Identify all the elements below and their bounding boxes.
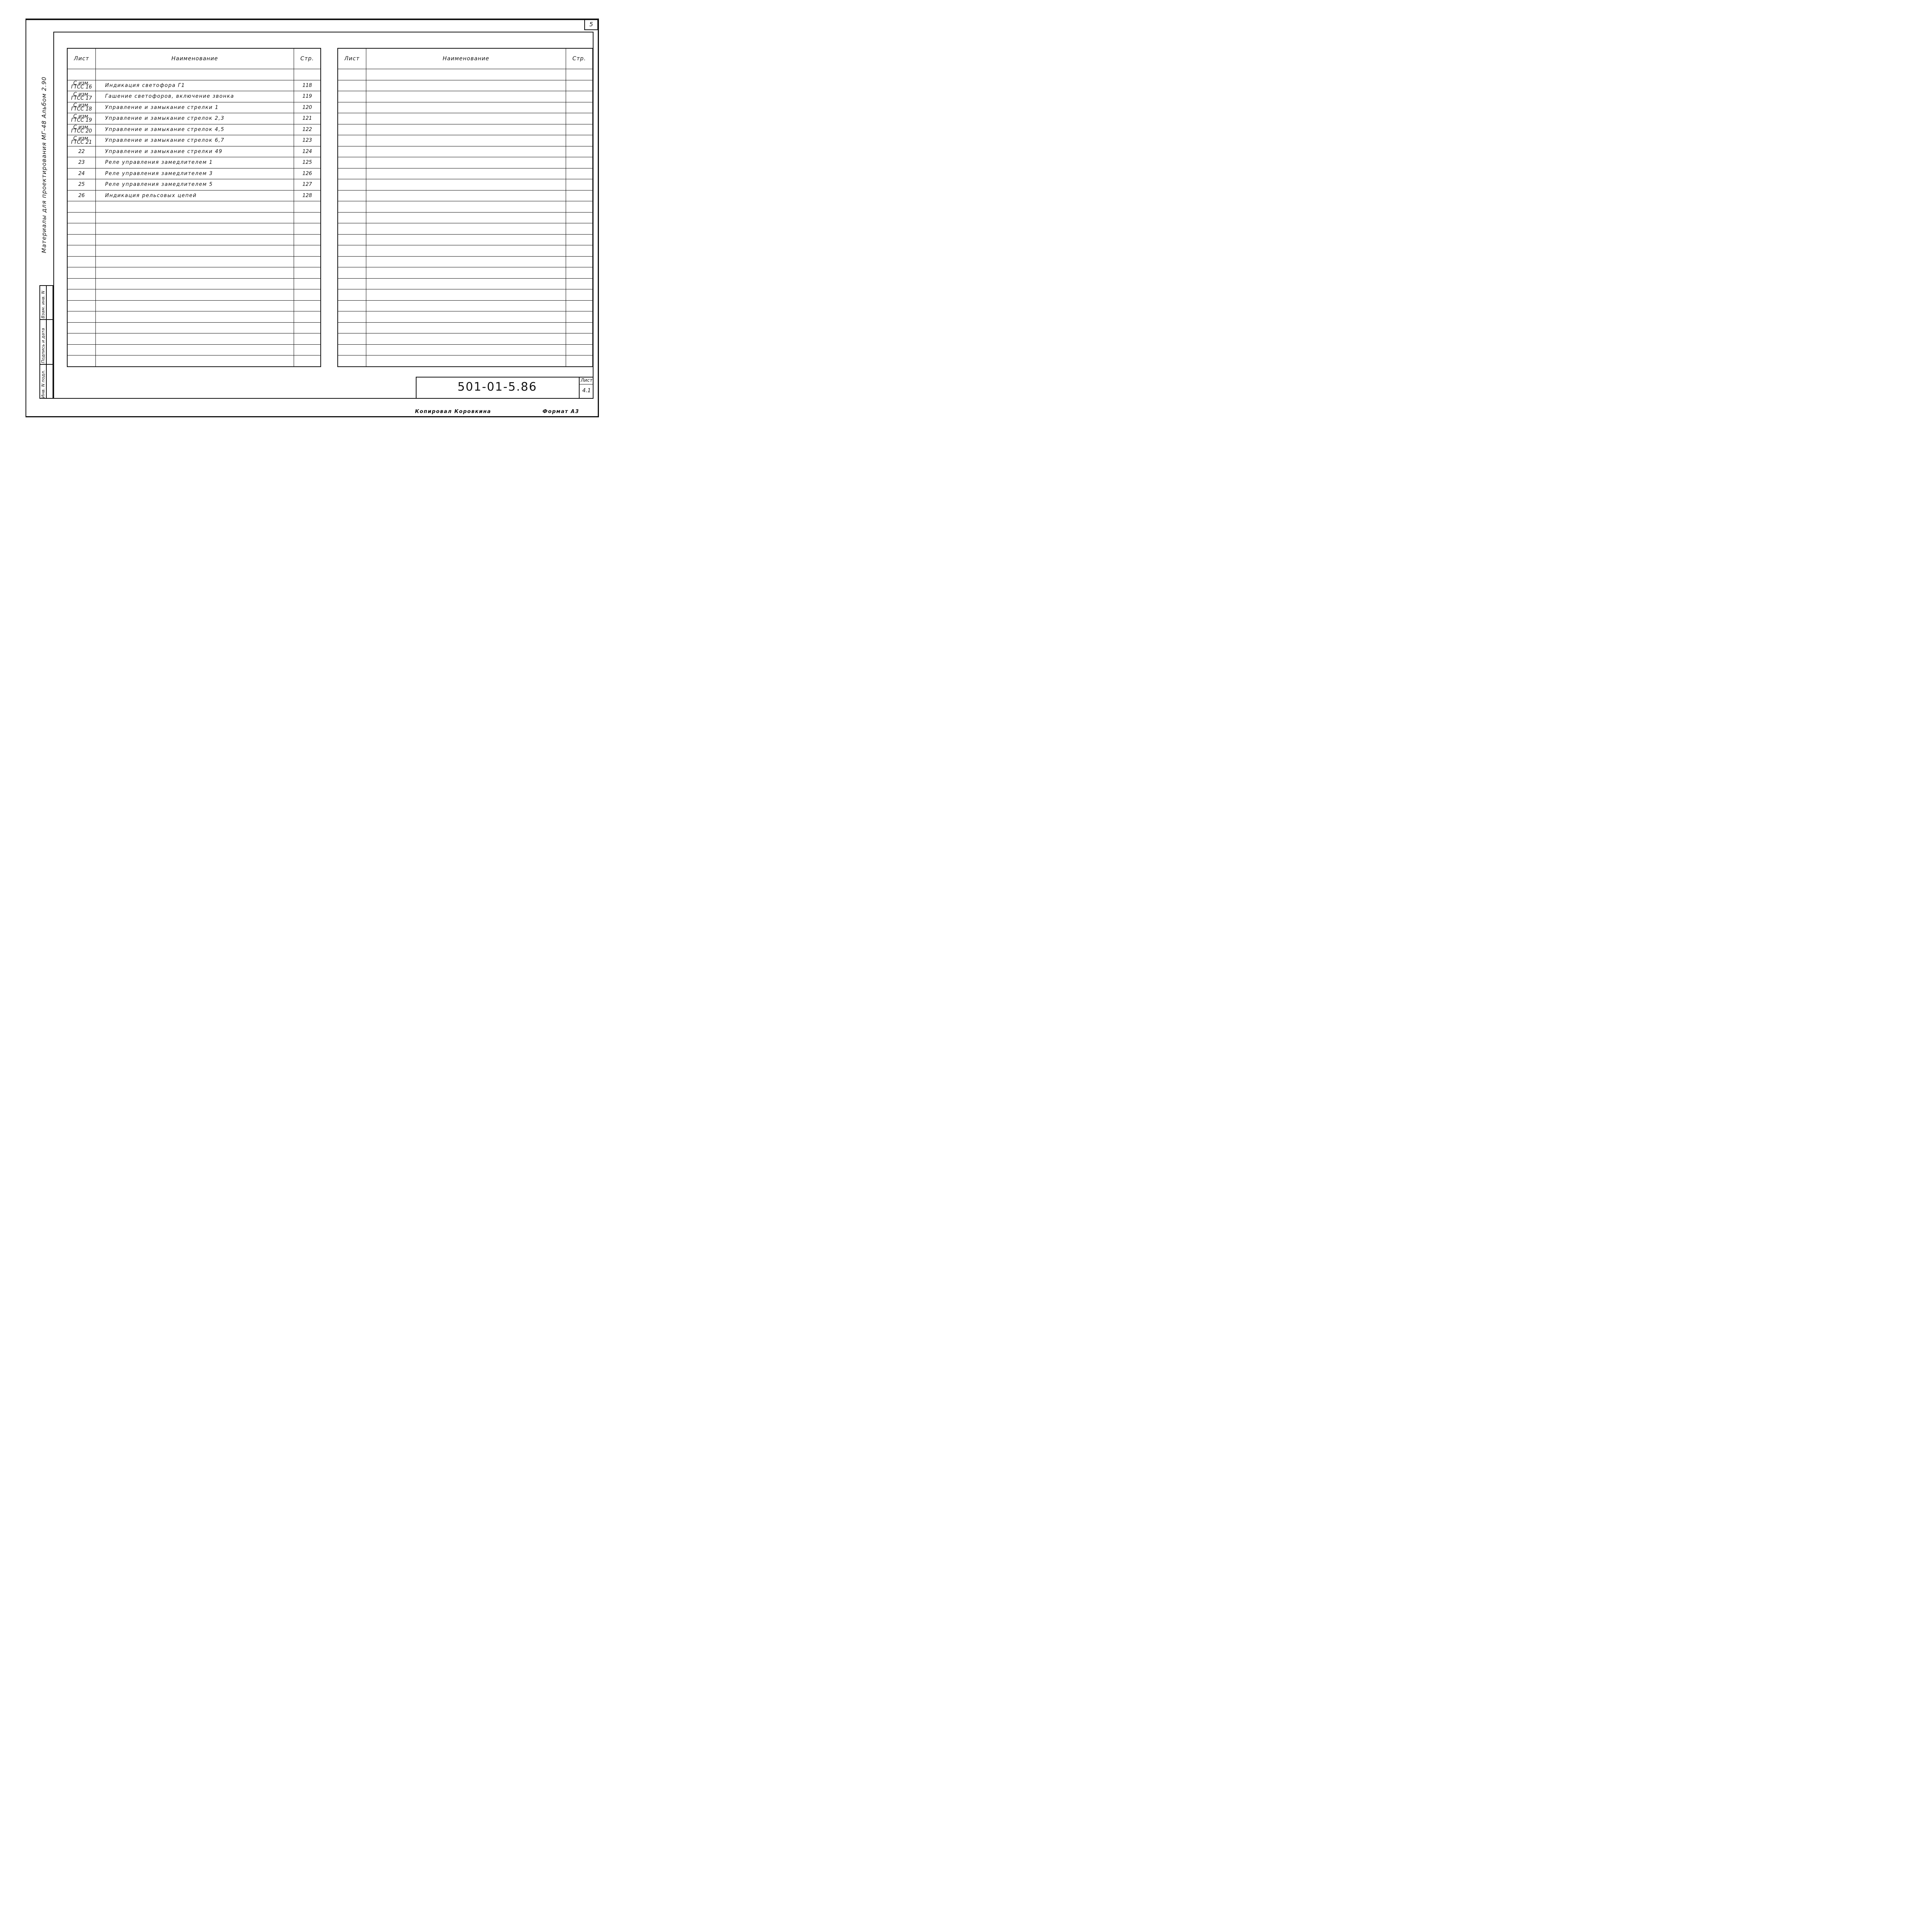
cell-sheet: 25 [67, 179, 96, 190]
table-row [338, 256, 593, 267]
cell-sheet [338, 201, 366, 213]
table-row [338, 102, 593, 113]
cell-sheet [67, 256, 96, 267]
table-row [338, 267, 593, 279]
cell-name: Индикация рельсовых цепей [96, 190, 294, 201]
cell-name [366, 201, 566, 213]
register-table-right [337, 48, 593, 367]
cell-page [566, 168, 593, 179]
table-row [67, 278, 321, 289]
cell-page [566, 157, 593, 168]
table-row [67, 91, 321, 102]
cell-sheet [67, 69, 96, 80]
cell-sheet [338, 245, 366, 257]
cell-sheet [338, 322, 366, 333]
cell-page [294, 311, 321, 323]
table-row [67, 201, 321, 213]
cell-sheet [338, 80, 366, 91]
cell-sheet [338, 69, 366, 80]
table-row [67, 311, 321, 323]
cell-name [366, 168, 566, 179]
cell-name: Реле управления замедлителем 3 [96, 168, 294, 179]
table-row [338, 113, 593, 124]
cell-name: Управление и замыкание стрелки 1 [96, 102, 294, 113]
list-cell [579, 377, 594, 399]
cell-page [566, 201, 593, 213]
cell-page [294, 289, 321, 301]
cell-sheet [338, 300, 366, 311]
cell-sheet [67, 278, 96, 289]
cell-name [96, 245, 294, 257]
table-row [67, 80, 321, 91]
cell-name: Управление и замыкание стрелок 2,3 [96, 113, 294, 124]
cell-name [366, 267, 566, 279]
cell-sheet: С изм. ГТСС 20 [67, 124, 96, 135]
cell-sheet: С изм. ГТСС 17 [67, 91, 96, 102]
cell-name [366, 256, 566, 267]
cell-name [366, 102, 566, 113]
cell-name [96, 311, 294, 323]
cell-sheet [338, 212, 366, 223]
col-header-page: Стр. [566, 48, 593, 69]
table-row [338, 157, 593, 168]
table-row [67, 113, 321, 124]
document-code: 501-01-5.86 [457, 380, 537, 394]
table-row [338, 278, 593, 289]
cell-name [96, 201, 294, 213]
table-row [67, 355, 321, 367]
cell-page: 124 [294, 146, 321, 157]
table-row [338, 344, 593, 355]
table-row [67, 300, 321, 311]
table-row [338, 124, 593, 135]
cell-sheet [338, 234, 366, 245]
cell-page [566, 267, 593, 279]
cell-name [366, 179, 566, 190]
table-row [67, 256, 321, 267]
cell-name [96, 223, 294, 235]
cell-sheet [338, 289, 366, 301]
sheet-format: Формат А3 [543, 409, 580, 415]
cell-page [294, 245, 321, 257]
cell-name [366, 311, 566, 323]
table-row [67, 245, 321, 257]
cell-sheet [67, 300, 96, 311]
cell-sheet [338, 355, 366, 367]
table-row [338, 135, 593, 146]
cell-sheet: 24 [67, 168, 96, 179]
table-row [338, 289, 593, 301]
cell-name [366, 333, 566, 345]
sheet-corner-number: 5 [584, 19, 598, 30]
table-row [67, 322, 321, 333]
cell-name [366, 355, 566, 367]
table-row [338, 80, 593, 91]
cell-page [566, 91, 593, 102]
side-stamp [39, 285, 53, 399]
col-header-page: Стр. [294, 48, 321, 69]
cell-page [566, 256, 593, 267]
cell-sheet [338, 124, 366, 135]
cell-sheet [338, 344, 366, 355]
cell-sheet [338, 113, 366, 124]
cell-name [96, 344, 294, 355]
cell-sheet [67, 344, 96, 355]
cell-sheet [338, 168, 366, 179]
cell-name [96, 333, 294, 345]
cell-name [366, 344, 566, 355]
cell-sheet [338, 256, 366, 267]
cell-page: 128 [294, 190, 321, 201]
table-row [67, 267, 321, 279]
cell-page [566, 212, 593, 223]
cell-sheet [67, 333, 96, 345]
cell-sheet [67, 223, 96, 235]
table-row [338, 190, 593, 201]
cell-page: 120 [294, 102, 321, 113]
table-row [338, 146, 593, 157]
cell-page [566, 355, 593, 367]
table-row [338, 179, 593, 190]
cell-page [294, 333, 321, 345]
table-row [338, 234, 593, 245]
cell-page: 127 [294, 179, 321, 190]
table-row [338, 245, 593, 257]
cell-page [566, 289, 593, 301]
stamp-vzam: Взам. инв. N [41, 291, 46, 318]
cell-page [294, 234, 321, 245]
album-title: Материалы для проектирования МГ-48 Альбом 2.90 [41, 76, 48, 253]
cell-page: 119 [294, 91, 321, 102]
table-row [338, 91, 593, 102]
table-row [67, 289, 321, 301]
cell-name [96, 234, 294, 245]
cell-page [566, 333, 593, 345]
cell-sheet [67, 245, 96, 257]
cell-name: Реле управления замедлителем 1 [96, 157, 294, 168]
cell-sheet: 22 [67, 146, 96, 157]
cell-page [566, 190, 593, 201]
cell-sheet [338, 179, 366, 190]
cell-page [294, 322, 321, 333]
cell-sheet [67, 355, 96, 367]
cell-page: 123 [294, 135, 321, 146]
cell-name [366, 69, 566, 80]
cell-sheet [338, 91, 366, 102]
list-value: 4.1 [582, 388, 591, 394]
cell-name: Индикация светофора Г1 [96, 80, 294, 91]
cell-sheet: С изм. ГТСС 19 [67, 113, 96, 124]
cell-page: 122 [294, 124, 321, 135]
cell-name [366, 278, 566, 289]
cell-name [366, 190, 566, 201]
cell-sheet [338, 135, 366, 146]
cell-name [366, 245, 566, 257]
cell-page [294, 223, 321, 235]
cell-sheet [338, 102, 366, 113]
table-row [338, 322, 593, 333]
cell-page [566, 146, 593, 157]
col-header-name: Наименование [96, 48, 294, 69]
cell-page: 126 [294, 168, 321, 179]
cell-page [294, 201, 321, 213]
cell-name [366, 157, 566, 168]
cell-name [366, 300, 566, 311]
cell-sheet [67, 311, 96, 323]
col-header-name: Наименование [366, 48, 566, 69]
cell-page [566, 80, 593, 91]
table-row [67, 157, 321, 168]
col-header-sheet: Лист [338, 48, 366, 69]
cell-sheet [338, 278, 366, 289]
cell-name [96, 322, 294, 333]
cell-name [366, 223, 566, 235]
cell-page [294, 256, 321, 267]
cell-page [566, 311, 593, 323]
table-row [338, 300, 593, 311]
table-row [338, 333, 593, 345]
table-row [338, 168, 593, 179]
cell-sheet [338, 190, 366, 201]
stamp-podpis: Подпись и дата [41, 328, 46, 363]
cell-sheet [338, 146, 366, 157]
table-row [67, 344, 321, 355]
cell-sheet [67, 322, 96, 333]
cell-page [294, 344, 321, 355]
cell-name [96, 69, 294, 80]
cell-page [294, 278, 321, 289]
cell-page [566, 113, 593, 124]
cell-name: Управление и замыкание стрелок 6,7 [96, 135, 294, 146]
cell-sheet: С изм. ГТСС 18 [67, 102, 96, 113]
table-row [67, 124, 321, 135]
cell-page [566, 69, 593, 80]
cell-page: 121 [294, 113, 321, 124]
list-label: Лист [580, 377, 594, 384]
cell-sheet [67, 201, 96, 213]
table-row [67, 333, 321, 345]
cell-name [96, 267, 294, 279]
table-row [338, 69, 593, 80]
cell-name [96, 278, 294, 289]
cell-sheet: С изм. ГТСС 16 [67, 80, 96, 91]
cell-page [294, 300, 321, 311]
cell-name: Управление и замыкание стрелки 49 [96, 146, 294, 157]
cell-page [566, 223, 593, 235]
cell-name: Реле управления замедлителем 5 [96, 179, 294, 190]
cell-name [366, 124, 566, 135]
col-header-sheet: Лист [67, 48, 96, 69]
cell-page [566, 322, 593, 333]
cell-sheet: 23 [67, 157, 96, 168]
table-row [338, 311, 593, 323]
cell-sheet [67, 234, 96, 245]
cell-sheet [338, 333, 366, 345]
cell-sheet [67, 267, 96, 279]
table-row [67, 168, 321, 179]
table-row [338, 212, 593, 223]
table-row [67, 179, 321, 190]
cell-page [566, 102, 593, 113]
cell-sheet: С изм. ГТСС 21 [67, 135, 96, 146]
cell-page [294, 212, 321, 223]
table-row [338, 355, 593, 367]
table-row [338, 223, 593, 235]
cell-page [566, 278, 593, 289]
cell-sheet [338, 157, 366, 168]
cell-name [366, 135, 566, 146]
cell-sheet [338, 311, 366, 323]
cell-name: Гашение светофоров, включение звонка [96, 91, 294, 102]
cell-sheet [338, 223, 366, 235]
cell-page [294, 355, 321, 367]
cell-name [366, 322, 566, 333]
table-row [67, 212, 321, 223]
cell-sheet [338, 267, 366, 279]
cell-page [566, 124, 593, 135]
cell-name [96, 212, 294, 223]
cell-sheet [67, 289, 96, 301]
cell-sheet: 26 [67, 190, 96, 201]
table-row [67, 223, 321, 235]
cell-page [566, 300, 593, 311]
cell-name [96, 256, 294, 267]
register-table-left [67, 48, 321, 367]
cell-page: 125 [294, 157, 321, 168]
cell-page [294, 267, 321, 279]
table-row [67, 69, 321, 80]
cell-sheet [67, 212, 96, 223]
cell-name: Управление и замыкание стрелок 4,5 [96, 124, 294, 135]
cell-page [566, 344, 593, 355]
cell-page: 118 [294, 80, 321, 91]
table-row [67, 135, 321, 146]
cell-page [566, 234, 593, 245]
cell-name [366, 146, 566, 157]
cell-page [566, 135, 593, 146]
cell-name [366, 80, 566, 91]
copied-by: Копировал Коровкина [415, 409, 492, 415]
table-row [67, 234, 321, 245]
stamp-inv-podl: Инв. N подл. [41, 370, 46, 398]
cell-name [366, 91, 566, 102]
table-row [67, 190, 321, 201]
cell-name [366, 212, 566, 223]
cell-name [366, 289, 566, 301]
cell-name [96, 300, 294, 311]
table-row [67, 102, 321, 113]
table-row [338, 201, 593, 213]
cell-page [566, 179, 593, 190]
cell-page [294, 69, 321, 80]
cell-name [366, 234, 566, 245]
cell-name [96, 355, 294, 367]
cell-name [96, 289, 294, 301]
cell-page [566, 245, 593, 257]
cell-name [366, 113, 566, 124]
table-row [67, 146, 321, 157]
